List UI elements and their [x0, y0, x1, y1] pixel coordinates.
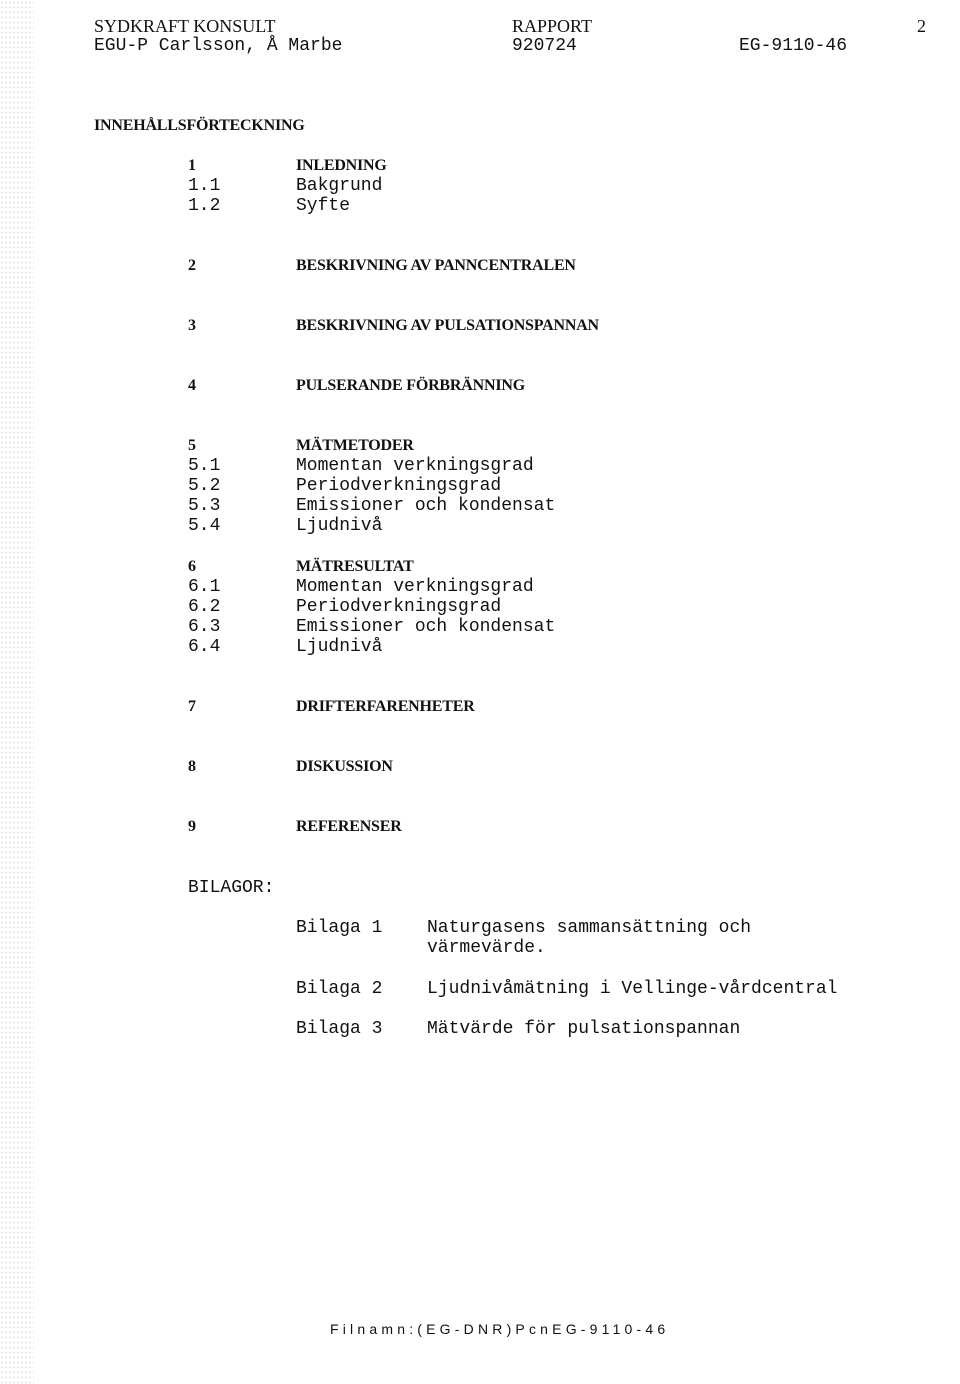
- doc-number: EG-9110-46: [739, 36, 848, 56]
- toc-num: 6.1: [188, 577, 221, 597]
- toc-num: 5.4: [188, 516, 221, 536]
- toc-num: 7: [188, 698, 196, 715]
- appendix-desc: värmevärde.: [427, 938, 546, 958]
- toc-num: 4: [188, 377, 196, 394]
- appendix-desc: Mätvärde för pulsationspannan: [427, 1019, 741, 1039]
- toc-title: PULSERANDE FÖRBRÄNNING: [296, 377, 525, 394]
- toc-num: 1.1: [188, 176, 221, 196]
- toc-title: Ljudnivå: [296, 637, 383, 657]
- toc-title: DRIFTERFARENHETER: [296, 698, 475, 715]
- toc-num: 2: [188, 257, 196, 274]
- doc-type: RAPPORT: [512, 16, 592, 36]
- appendix-label: Bilaga 3: [296, 1019, 383, 1039]
- toc-num: 5.1: [188, 456, 221, 476]
- appendix-label: Bilaga 2: [296, 979, 383, 999]
- toc-num: 5.2: [188, 476, 221, 496]
- toc-title: Bakgrund: [296, 176, 383, 196]
- toc-title: Periodverkningsgrad: [296, 597, 502, 617]
- toc-num: 1.2: [188, 196, 221, 216]
- scan-edge-noise: [0, 0, 34, 1384]
- toc-title: MÄTRESULTAT: [296, 558, 414, 575]
- toc-title: Ljudnivå: [296, 516, 383, 536]
- toc-num: 3: [188, 317, 196, 334]
- toc-num: 5: [188, 437, 196, 454]
- toc-num: 6: [188, 558, 196, 575]
- toc-title: INLEDNING: [296, 157, 387, 174]
- toc-title: MÄTMETODER: [296, 437, 414, 454]
- toc-title: BESKRIVNING AV PULSATIONSPANNAN: [296, 317, 599, 334]
- appendix-desc: Ljudnivåmätning i Vellinge-vårdcentral: [427, 979, 838, 999]
- appendix-heading: BILAGOR:: [188, 878, 275, 898]
- appendix-desc: Naturgasens sammansättning och: [427, 918, 752, 938]
- company-name: SYDKRAFT KONSULT: [94, 16, 276, 36]
- toc-title: REFERENSER: [296, 818, 402, 835]
- toc-title: Syfte: [296, 196, 351, 216]
- toc-num: 6.3: [188, 617, 221, 637]
- toc-heading: INNEHÅLLSFÖRTECKNING: [94, 117, 305, 134]
- toc-num: 9: [188, 818, 196, 835]
- toc-num: 5.3: [188, 496, 221, 516]
- toc-title: Emissioner och kondensat: [296, 617, 556, 637]
- toc-title: Periodverkningsgrad: [296, 476, 502, 496]
- page-number: 2: [917, 16, 926, 36]
- toc-title: BESKRIVNING AV PANNCENTRALEN: [296, 257, 576, 274]
- authors: EGU-P Carlsson, Å Marbe: [94, 36, 343, 56]
- toc-num: 1: [188, 157, 196, 174]
- toc-num: 8: [188, 758, 196, 775]
- toc-title: DISKUSSION: [296, 758, 393, 775]
- footer-filename: Filnamn:(EG-DNR)PcnEG-9110-46: [330, 1321, 670, 1337]
- toc-num: 6.2: [188, 597, 221, 617]
- toc-title: Momentan verkningsgrad: [296, 577, 534, 597]
- toc-title: Emissioner och kondensat: [296, 496, 556, 516]
- appendix-label: Bilaga 1: [296, 918, 383, 938]
- toc-title: Momentan verkningsgrad: [296, 456, 534, 476]
- report-date: 920724: [512, 36, 577, 56]
- toc-num: 6.4: [188, 637, 221, 657]
